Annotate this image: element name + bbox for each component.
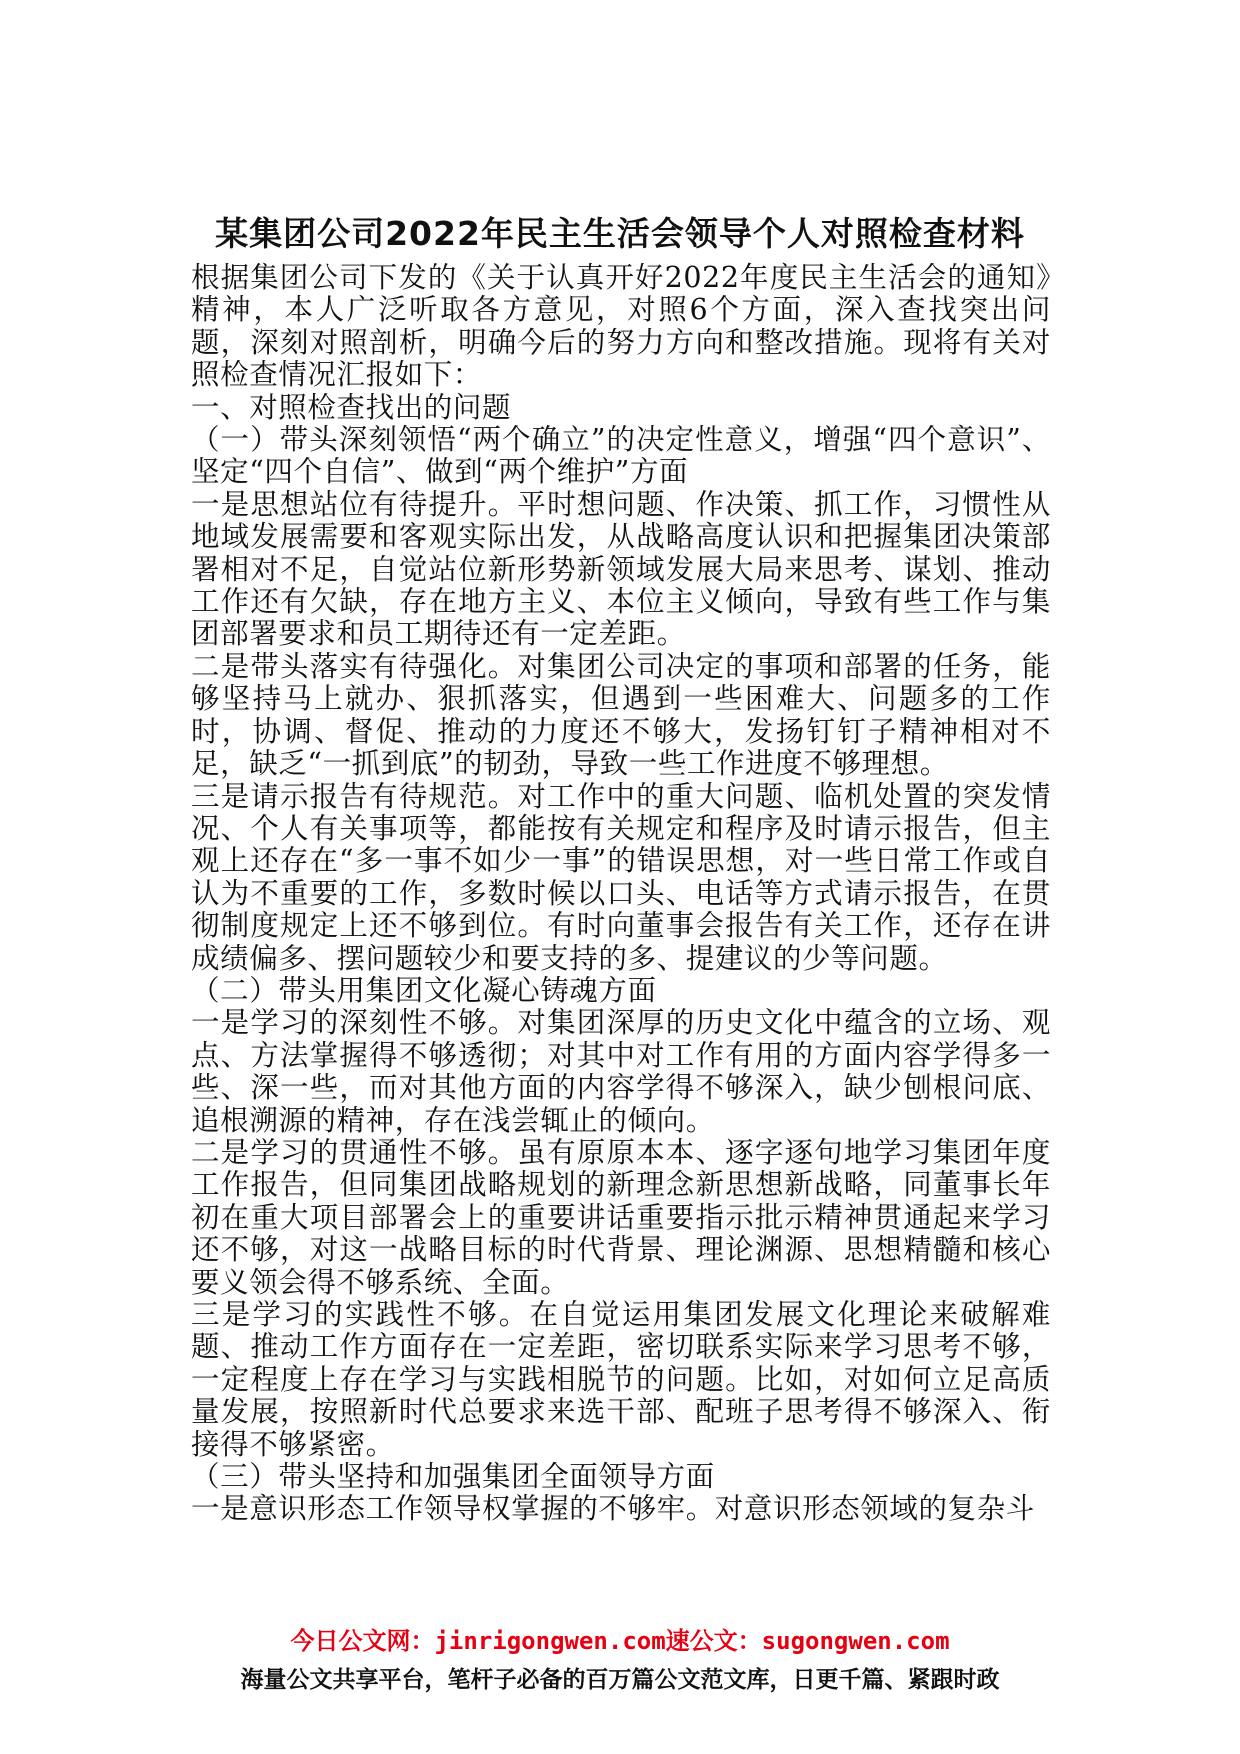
site2-label: 速公文： bbox=[665, 1627, 762, 1655]
site2-link[interactable]: sugongwen.com bbox=[761, 1627, 950, 1655]
document-body bbox=[191, 262, 1051, 1526]
subsection-heading-1: （一）带头深刻领悟“两个确立”的决定性意义，增强“四个意识”、坚定“四个自信”、做到“两个维护”方面 bbox=[191, 423, 1051, 489]
paragraph: 一是思想站位有待提升。平时想问题、作决策、抓工作，习惯性从地域发展需要和客观实际出发，从战略高度认识和把握集团决策部署相对不足，自觉站位新形势新领域发展大局来思考、谋划、推动工作还有欠缺，存在地方主义、本位主义倾向，导致有些工作与集团部署要求和员工期待还有一定差距。 bbox=[191, 487, 1051, 651]
paragraph: 一是意识形态工作领导权掌握的不够牢。对意识形态领域的复杂斗 bbox=[191, 1492, 1035, 1526]
footer-slogan: 海量公文共享平台，笔杆子必备的百万篇公文范文库，日更千篇、紧跟时政 bbox=[240, 1667, 1000, 1693]
paragraph: 一是学习的深刻性不够。对集团深厚的历史文化中蕴含的立场、观点、方法掌握得不够透彻；对其中对工作有用的方面内容学得多一些、深一些，而对其他方面的内容学得不够深入，缺少刨根问底、追根溯源的精神，存在浅尝辄止的倾向。 bbox=[191, 1006, 1051, 1137]
paragraph: 二是学习的贯通性不够。虽有原原本本、逐字逐句地学习集团年度工作报告，但同集团战略规划的新理念新思想新战略，同董事长年初在重大项目部署会上的重要讲话重要指示批示精神贯通起来学习还不够，对这一战略目标的时代背景、理论渊源、思想精髓和核心要义领会得不够系统、全面。 bbox=[191, 1135, 1051, 1299]
paragraph: 二是带头落实有待强化。对集团公司决定的事项和部署的任务，能够坚持马上就办、狠抓落实，但遇到一些困难大、问题多的工作时，协调、督促、推动的力度还不够大，发扬钉钉子精神相对不足，缺乏“一抓到底”的韧劲，导致一些工作进度不够理想。 bbox=[191, 649, 1051, 781]
document-title: 某集团公司2022年民主生活会领导个人对照检查材料 bbox=[215, 214, 1025, 253]
subsection-heading-2: （二）带头用集团文化凝心铸魂方面 bbox=[191, 973, 657, 1007]
paragraph-intro: 根据集团公司下发的《关于认真开好2022年度民主生活会的通知》精神，本人广泛听取各方意见，对照6个方面，深入查找突出问题，深刻对照剖析，明确今后的努力方向和整改措施。现将有关对照检查情况汇报如下： bbox=[191, 261, 1051, 392]
footer-sites bbox=[0, 1624, 1240, 1658]
footer-banner bbox=[0, 1624, 1240, 1698]
site1-label: 今日公文网： bbox=[290, 1627, 435, 1655]
subsection-heading-3: （三）带头坚持和加强集团全面领导方面 bbox=[191, 1460, 715, 1494]
section-heading-1: 一、对照检查找出的问题 bbox=[191, 390, 512, 424]
paragraph: 三是学习的实践性不够。在自觉运用集团发展文化理论来破解难题、推动工作方面存在一定差距，密切联系实际来学习思考不够，一定程度上存在学习与实践相脱节的问题。比如，对如何立足高质量发展，按照新时代总要求来选干部、配班子思考得不够深入、衔接得不够紧密。 bbox=[191, 1298, 1051, 1461]
site1-link[interactable]: jinrigongwen.com bbox=[434, 1627, 666, 1655]
paragraph: 三是请示报告有待规范。对工作中的重大问题、临机处置的突发情况、个人有关事项等，都能按有关规定和程序及时请示报告，但主观上还存在“多一事不如少一事”的错误思想，对一些日常工作或自认为不重要的工作，多数时候以口头、电话等方式请示报告，在贯彻制度规定上还不够到位。有时向董事会报告有关工作，还存在讲成绩偏多、摆问题较少和要支持的多、提建议的少等问题。 bbox=[191, 779, 1051, 975]
